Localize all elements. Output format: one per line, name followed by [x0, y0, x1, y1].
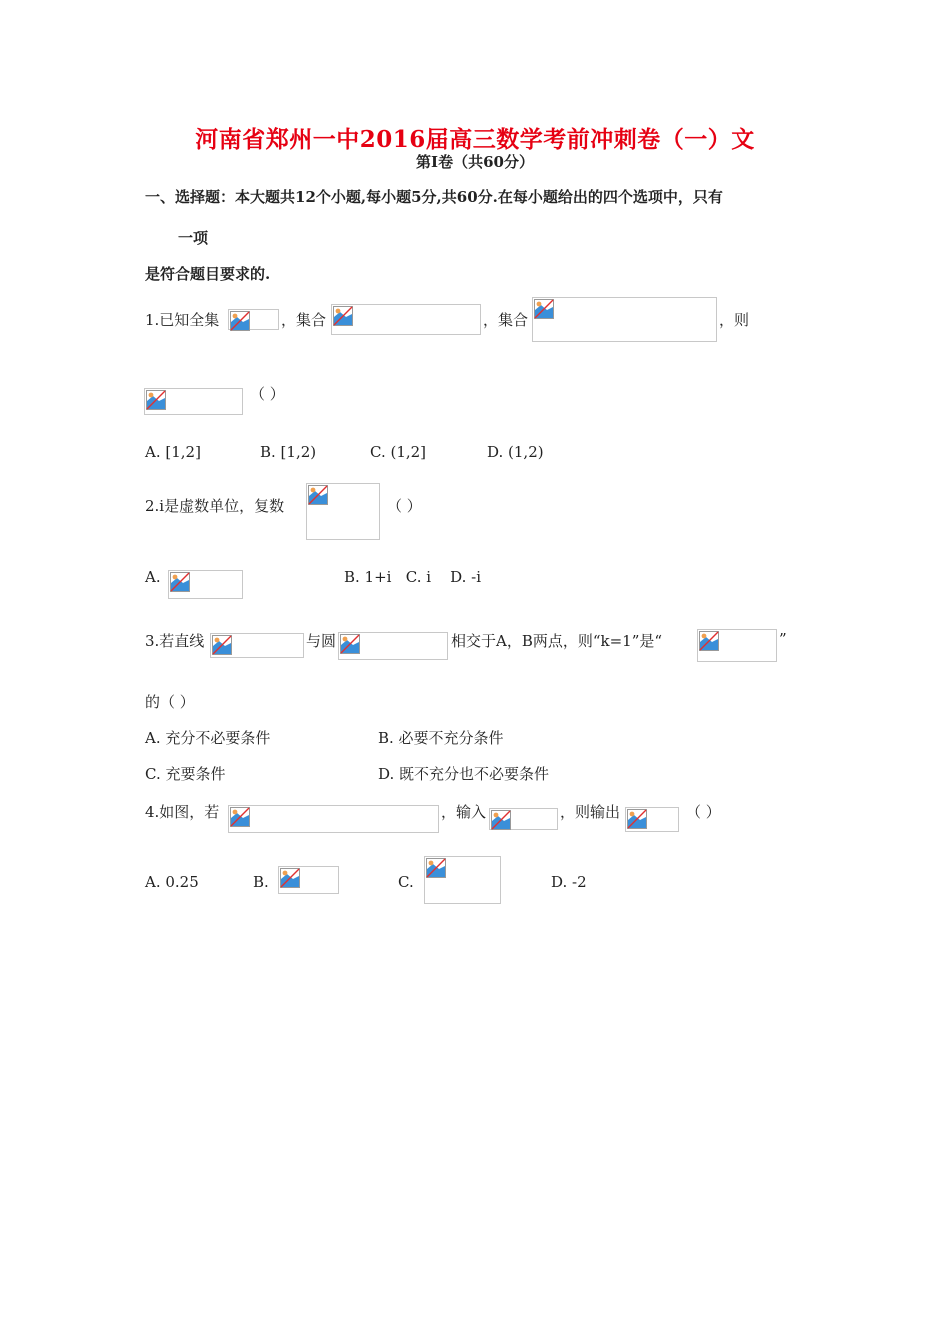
q2-complex-number-image — [306, 483, 380, 540]
broken-image-icon — [170, 572, 190, 592]
q4-option-c-label: C. — [398, 873, 414, 891]
q4-option-a: A. 0.25 — [145, 873, 199, 891]
q1-option-b: B. [1,2) — [260, 443, 317, 461]
q3-text-4: ” — [779, 630, 787, 648]
page-title: 河南省郑州一中2016届高三数学考前冲刺卷（一）文 — [195, 126, 755, 153]
broken-image-icon — [333, 306, 353, 326]
broken-image-icon — [280, 868, 300, 888]
q3-text-5: 的（ ） — [145, 693, 195, 711]
q2-option-a-label: A. — [145, 568, 161, 586]
q4-option-b-image — [278, 866, 339, 894]
q1-set-a-image — [331, 304, 481, 335]
q1-expression-image — [144, 388, 243, 415]
q3-option-a: A. 充分不必要条件 — [145, 729, 271, 747]
q3-line-image — [210, 633, 304, 658]
q4-text-2: ，输入 — [441, 803, 487, 821]
q3-text-2: 与圆 — [306, 632, 337, 650]
q4-output-image — [625, 807, 679, 832]
q1-option-d: D. (1,2) — [487, 443, 544, 461]
q4-option-d: D. -2 — [551, 873, 587, 891]
broken-image-icon — [212, 635, 232, 655]
q1-text-4: ，则 — [719, 311, 750, 329]
broken-image-icon — [230, 807, 250, 827]
q4-text-3: ，则输出 — [560, 803, 621, 821]
broken-image-icon — [146, 390, 166, 410]
q1-text-2: ，集合 — [281, 311, 327, 329]
broken-image-icon — [308, 485, 328, 505]
q1-paren: （ ） — [250, 385, 285, 403]
section-instructions-line3: 是符合题目要求的. — [145, 265, 271, 283]
q2-text-1: 2.i是虚数单位，复数 — [145, 497, 285, 515]
q1-option-c: C. (1,2] — [370, 443, 427, 461]
q3-circle-image — [338, 632, 448, 660]
q4-input-image — [489, 808, 558, 830]
q3-text-1: 3.若直线 — [145, 632, 205, 650]
q2-option-a-image — [168, 570, 243, 599]
q3-condition-image — [697, 629, 777, 662]
q1-text-1: 1.已知全集 — [145, 311, 220, 329]
q2-paren: （ ） — [387, 497, 422, 515]
q3-option-d: D. 既不充分也不必要条件 — [378, 765, 550, 783]
q3-text-3: 相交于A，B两点，则“k=1”是“ — [451, 632, 663, 650]
broken-image-icon — [699, 631, 719, 651]
broken-image-icon — [491, 810, 511, 830]
q3-option-c: C. 充要条件 — [145, 765, 226, 783]
section-instructions-line1: 一、选择题：本大题共12个小题,每小题5分,共60分.在每小题给出的四个选项中，只有 — [145, 188, 723, 206]
q4-option-b-label: B. — [253, 873, 269, 891]
broken-image-icon — [426, 858, 446, 878]
q1-set-b-image — [532, 297, 717, 342]
q1-text-3: ，集合 — [483, 311, 529, 329]
q1-universal-set-image — [228, 309, 279, 330]
q1-option-a: A. [1,2] — [145, 443, 201, 461]
broken-image-icon — [627, 809, 647, 829]
q4-paren: （ ） — [686, 803, 721, 821]
page-subtitle: 第Ⅰ卷（共60分） — [416, 153, 534, 171]
broken-image-icon — [230, 311, 250, 331]
q2-options-bcd: B. 1+i C. i D. -i — [344, 568, 482, 586]
section-instructions-line2: 一项 — [178, 229, 209, 247]
q4-option-c-image — [424, 856, 501, 904]
q3-option-b: B. 必要不充分条件 — [378, 729, 504, 747]
broken-image-icon — [340, 634, 360, 654]
q4-function-image — [228, 805, 439, 833]
q4-text-1: 4.如图，若 — [145, 803, 220, 821]
broken-image-icon — [534, 299, 554, 319]
